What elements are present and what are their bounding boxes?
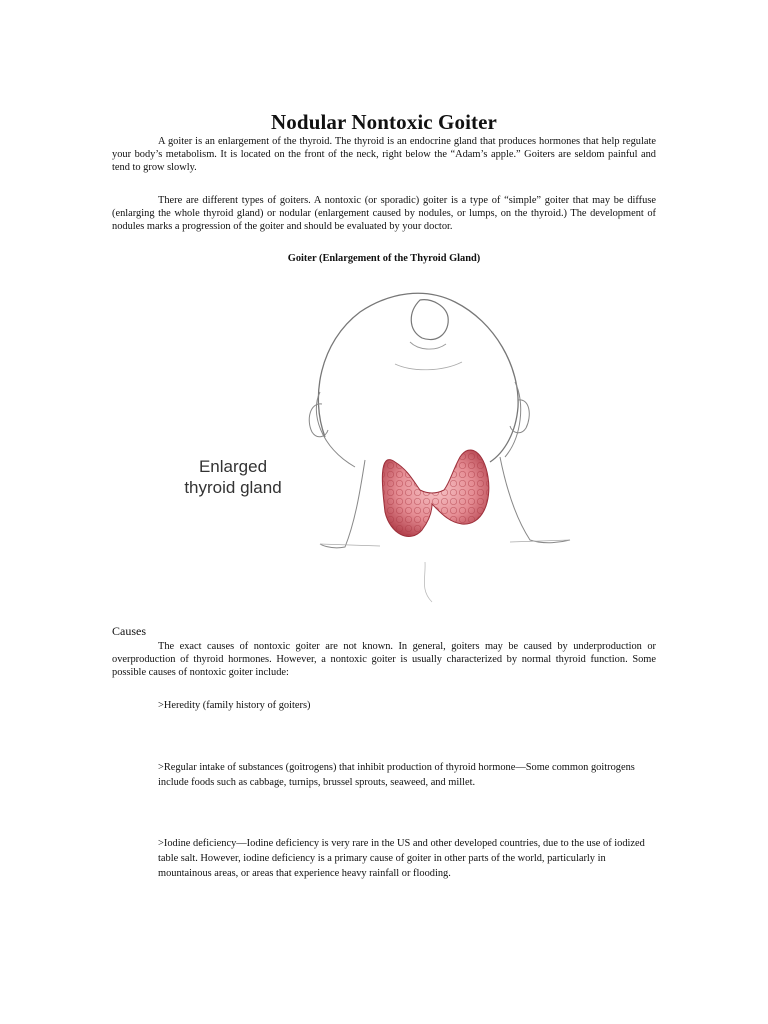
thyroid-gland (382, 450, 489, 537)
types-paragraph-text: There are different types of goiters. A nontoxic (or sporadic) goiter is a type of “simple” goiter that may be diffuse (enlarging the whole thyroid gland) or nodular (enlargement caused by nodules, or lumps, on the thyroid.) The development of nodules marks a progression of the goiter and should be evaluated by your doctor. (112, 195, 656, 232)
figure-label-line2: thyroid gland (184, 478, 282, 497)
figure-caption: Goiter (Enlargement of the Thyroid Gland) (287, 253, 481, 264)
cause-item-iodine-deficiency: >Iodine deficiency—Iodine deficiency is very rare in the US and other developed countries, due to the use of iodized table salt. However, iodine deficiency is a primary cause of goiter in other parts of the world, particularly in mountainous areas, or areas that experience heavy rainfall or flooding. (158, 838, 645, 879)
causes-paragraph-text: The exact causes of nontoxic goiter are not known. In general, goiters may be caused by underproduction or overproduction of thyroid hormones. However, a nontoxic goiter is usually characterized by normal thyroid function. Some possible causes of nontoxic goiter include: (112, 641, 656, 678)
ear-right (510, 400, 529, 433)
figure-label-line1: Enlarged (198, 457, 268, 476)
document-title: Nodular Nontoxic Goiter (271, 110, 497, 134)
types-paragraph (112, 194, 656, 233)
causes-paragraph (112, 640, 656, 679)
thyroid-illustration (170, 272, 600, 608)
causes-heading: Causes (112, 624, 146, 638)
cause-item-heredity: >Heredity (family history of goiters) (158, 700, 311, 711)
neck-right (500, 457, 570, 543)
intro-paragraph-text: A goiter is an enlargement of the thyroid. The thyroid is an endocrine gland that produces hormones that help regulate your body’s metabolism. It is located on the front of the neck, right below the “Adam’s apple.” Goiters are seldom painful and tend to grow slowly. (112, 136, 656, 173)
cause-item-goitrogens: >Regular intake of substances (goitrogens) that inhibit production of thyroid hormone—Some common goitrogens include foods such as cabbage, turnips, brussel sprouts, seaweed, and millet. (158, 762, 635, 788)
neck-left (320, 460, 365, 548)
intro-paragraph (112, 135, 656, 174)
chin (411, 300, 448, 340)
head-outline (318, 293, 518, 462)
figure-label (178, 456, 288, 498)
